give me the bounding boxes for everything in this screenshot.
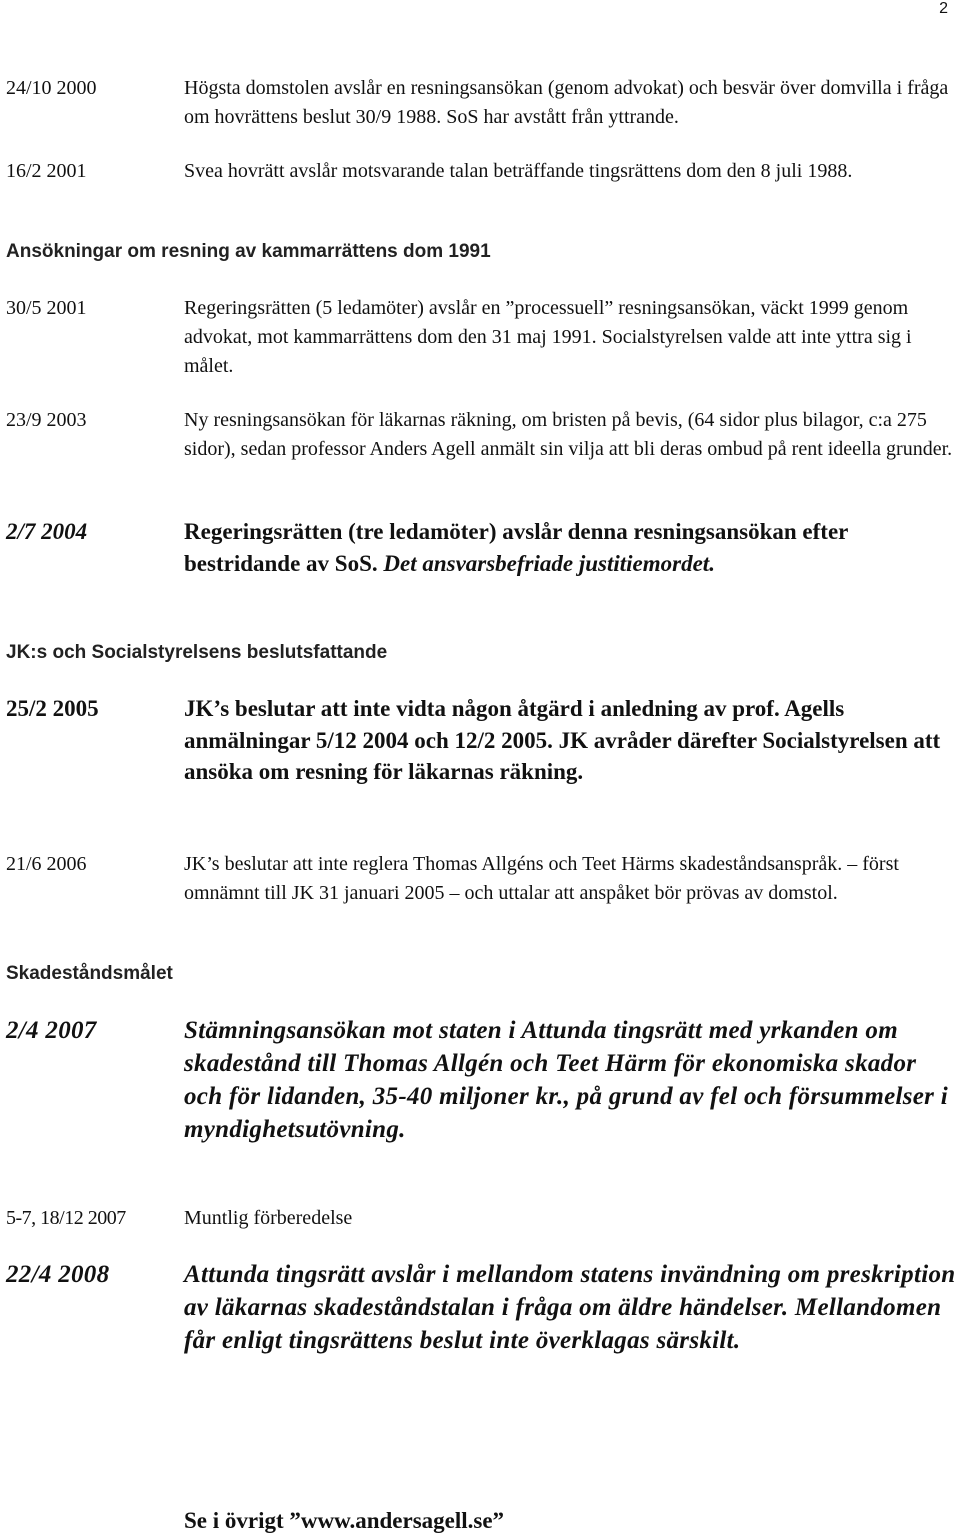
entry-text: Ny resningsansökan för läkarnas räkning, om bristen på bevis, (64 sidor plus bilagor, c:a 275 sidor), sedan professor Anders Agell anmält sin vilja att bli deras ombud på rent ideella grunder. <box>184 409 953 460</box>
entry-text-block <box>184 516 959 579</box>
entry-date: 21/6 2006 <box>6 853 87 875</box>
entry-date: 2/7 2004 <box>6 519 88 544</box>
entry-text: Svea hovrätt avslår motsvarande talan beträffande tingsrättens dom den 8 juli 1988. <box>184 160 853 182</box>
section-heading-skadestand: Skadeståndsmålet <box>6 963 173 984</box>
entry-date: 2/4 2007 <box>6 1017 97 1044</box>
entry-date: 5-7, 18/12 2007 <box>6 1207 126 1229</box>
entry-text: Högsta domstolen avslår en resningsansökan (genom advokat) och besvär över domvilla i fråga om hovrättens beslut 30/9 1988. SoS har avstått från yttrande. <box>184 77 949 128</box>
entry-text: Muntlig förberedelse <box>184 1207 353 1229</box>
entry-text: JK’s beslutar att inte vidta någon åtgärd i anledning av prof. Agells anmälningar 5/12 2004 och 12/2 2005. JK avråder därefter Socialstyrelsen att ansöka om resning för läkarnas räkning. <box>184 696 941 784</box>
section-heading-resning: Ansökningar om resning av kammarrättens dom 1991 <box>6 241 491 262</box>
entry-text: Regeringsrätten (tre ledamöter) avslår denna resningsansökan efter bestridande av SoS. <box>184 519 848 576</box>
entry-date: 23/9 2003 <box>6 409 87 431</box>
entry-text: JK’s beslutar att inte reglera Thomas Allgéns och Teet Härms skadeståndsanspråk. – först omnämnt till JK 31 januari 2005 – och uttalar att anspåket bör prövas av domstol. <box>184 853 899 904</box>
entry-text: Attunda tingsrätt avslår i mellandom statens invändning om preskription av läkarnas skadeståndstalan i fråga om äldre händelser. Mellandomen får enligt tingsrättens beslut inte överklagas särskilt. <box>184 1261 956 1354</box>
entry-date: 24/10 2000 <box>6 77 97 99</box>
entry-text: Regeringsrätten (5 ledamöter) avslår en ”processuell” resningsansökan, väckt 1999 genom advokat, mot kammarrättens dom den 31 maj 1991. Socialstyrelsen valde att inte yttra sig i målet. <box>184 297 912 377</box>
page-number: 2 <box>939 0 948 17</box>
section-heading-jk-sos: JK:s och Socialstyrelsens beslutsfattande <box>6 642 388 663</box>
entry-date: 22/4 2008 <box>6 1261 110 1288</box>
footer-text: Se i övrigt ”www.andersagell.se” <box>184 1508 505 1533</box>
entry-date: 16/2 2001 <box>6 160 87 182</box>
entry-emphasis: Det ansvarsbefriade justitiemordet. <box>383 550 715 576</box>
entry-date: 25/2 2005 <box>6 696 99 721</box>
entry-date: 30/5 2001 <box>6 297 87 319</box>
entry-text: Stämningsansökan mot staten i Attunda tingsrätt med yrkanden om skadestånd till Thomas Allgén och Teet Härm för ekonomiska skador och för lidanden, 35-40 miljoner kr., på grund av fel och försummelser i myndighetsutövning. <box>184 1017 949 1143</box>
